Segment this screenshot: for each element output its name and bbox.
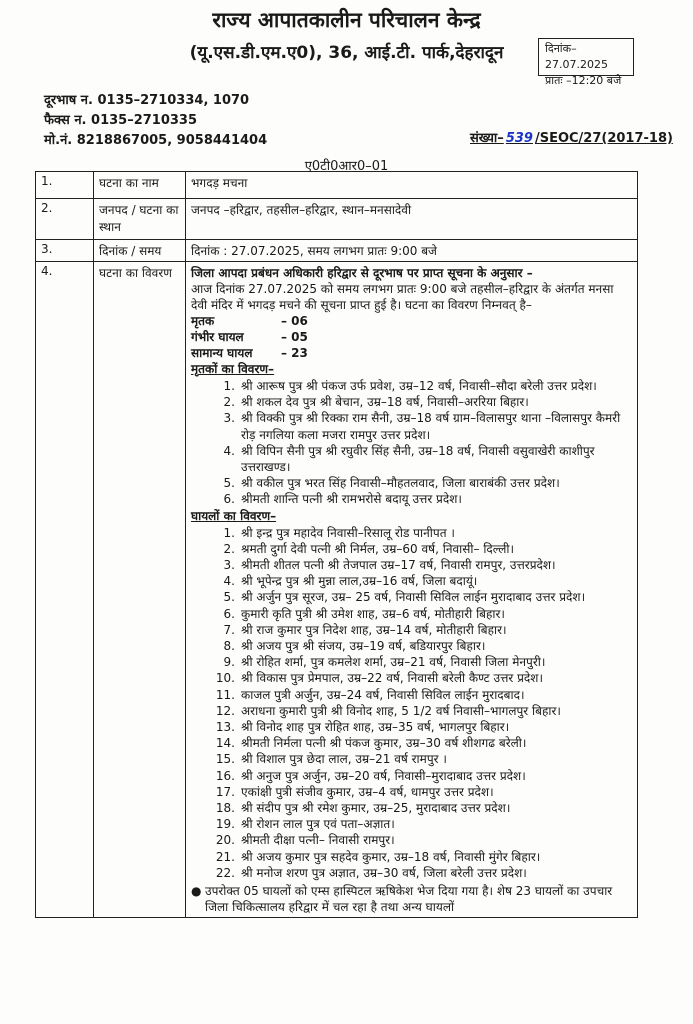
table-row [36,172,638,199]
casualty-value: – 05 [281,330,308,344]
dead-heading: मृतकों का विवरण– [191,362,275,376]
item-text: श्री संदीप पुत्र श्री रमेश कुमार, उम्र–25, मुरादाबाद उत्तर प्रदेश। [241,801,511,816]
list-item [191,491,632,507]
item-text: श्री शकल देव पुत्र श्री बेचान, उम्र–18 वर्ष, निवासी–अररिया बिहार। [241,395,529,410]
item-number: 6. [223,606,235,621]
item-number: 1. [223,525,235,540]
item-number: 3. [223,411,235,426]
list-item [191,703,632,719]
item-number: 2. [223,541,235,556]
casualty-value: – 06 [281,314,308,328]
list-item [191,638,632,654]
reference-number [470,128,673,146]
item-text: श्री अजय कुमार पुत्र सहदेव कुमार, उम्र–18 वर्ष, निवासी मुंगेर बिहार। [241,849,541,864]
handwritten-number: 539 [505,131,533,146]
list-item [191,378,632,394]
list-item [191,832,632,848]
list-item [191,800,632,816]
incident-details [186,262,638,918]
office-title: राज्य आपातकालीन परिचालन केन्द्र [212,8,481,32]
list-item [191,670,632,686]
casualty-row [191,345,632,361]
reference-label: संख्या– [470,131,504,146]
list-item [191,541,632,557]
item-number: 14. [215,736,235,751]
item-text: श्रीमती शान्ति पत्नी श्री रामभरोसे बदायू उत्तर प्रदेश। [241,492,462,507]
row-label: दिनांक / समय [94,240,186,262]
intro-heading: जिला आपदा प्रबंधन अधिकारी हरिद्वार से दूरभाष पर प्राप्त सूचना के अनुसार – [191,266,533,280]
item-text: श्री विपिन सैनी पुत्र श्री रघुवीर सिंह सैनी, उम्र–18 वर्ष, निवासी वसुवाखेरी काशीपुर उत्तराखण्ड। [241,443,595,475]
item-number: 19. [215,817,235,832]
list-item [191,816,632,832]
row-value: जनपद –हरिद्वार, तहसील–हरिद्वार, स्थान–मनसादेवी [186,199,638,240]
item-number: 3. [223,558,235,573]
item-text: श्री आरूष पुत्र श्री पंकज उर्फ प्रवेश, उम्र–12 वर्ष, निवासी–सौदा बरेली उत्तर प्रदेश। [241,379,597,393]
list-item [191,410,632,442]
casualty-label: गंभीर घायल [191,330,244,344]
fax-line: फैक्स न. 0135–2710335 [44,113,198,128]
table-row [36,262,638,918]
row-number: 3. [36,240,94,262]
list-item [191,443,632,475]
row-value: भगदड़ मचना [186,172,638,199]
list-item [191,475,632,491]
item-text: श्रीमती दीक्षा पत्नी– निवासी रामपुर। [241,833,395,848]
item-text: श्रीमती शीतल पत्नी श्री तेजपाल उम्र–17 वर्ष, निवासी रामपुर, उत्तरप्रदेश। [241,558,556,573]
item-number: 17. [215,784,235,799]
list-item [191,654,632,670]
list-item [191,849,632,865]
item-number: 5. [223,476,235,491]
note-paragraph [191,883,632,915]
item-text: श्री इन्द्र पुत्र महादेव निवासी–रिसालू रोड पानीपत । [241,525,455,540]
casualty-row [191,329,632,345]
row-number: 4. [36,262,94,918]
list-item [191,784,632,800]
casualty-value: – 23 [281,346,308,360]
injured-heading: घायलों का विवरण– [191,508,277,523]
mobile-line: मो.नं. 8218867005, 9058441404 [44,133,268,148]
item-number: 2. [223,395,235,410]
list-item [191,589,632,605]
item-text: काजल पुत्री अर्जुन, उम्र–24 वर्ष, निवासी सिविल लाईन मुरादबाद। [241,687,525,702]
dead-list [191,378,632,508]
list-item [191,606,632,622]
casualty-row [191,313,632,329]
item-number: 9. [223,655,235,670]
row-label: जनपद / घटना का स्थान [94,199,186,240]
item-number: 6. [223,492,235,507]
item-text: श्री अजय पुत्र श्री संजय, उम्र–19 वर्ष, बडियारपुर बिहार। [241,639,486,654]
item-text: श्री मनोज शरण पुत्र अज्ञात, उम्र–30 वर्ष, जिला बरेली उत्तर प्रदेश। [241,865,527,880]
item-number: 13. [215,720,235,735]
row-label: घटना का नाम [94,172,186,199]
time-line: प्रातः –12:20 बजे [545,74,622,87]
item-text: श्रमती दुर्गा देवी पत्नी श्री निर्मल, उम्र–60 वर्ष, निवासी– दिल्ली। [241,541,515,556]
item-text: एकांक्षी पुत्री संजीव कुमार, उम्र–4 वर्ष, धामपुर उत्तर प्रदेश। [241,784,494,799]
item-number: 22. [215,865,235,880]
table-row [36,240,638,262]
item-text: श्री विक्की पुत्र श्री रिक्का राम सैनी, उम्र–18 वर्ष ग्राम–विलासपुर थाना –विलासपुर कैमरी रोड़ नगलिया कला मजरा रामपुर उत्तर प्रदेश। [241,411,621,442]
row-number: 1. [36,172,94,199]
list-item [191,687,632,703]
note-text: उपरोक्त 05 घायलों को एम्स हास्पिटल ऋषिकेश भेज दिया गया है। शेष 23 घायलों का उपचार जिला चिकित्सालय हरिद्वार में चल रहा है तथा अन्य घायलों [205,884,613,915]
list-item [191,525,632,541]
row-value: दिनांक : 27.07.2025, समय लगभग प्रातः 9:00 बजे [186,240,638,262]
list-item [191,768,632,784]
list-item [191,394,632,410]
item-number: 10. [215,671,235,686]
item-number: 8. [223,639,235,654]
item-number: 5. [223,590,235,605]
item-number: 21. [215,849,235,864]
item-text: श्री अर्जुन पुत्र सूरज, उम्र– 25 वर्ष, निवासी सिविल लाईन मुरादाबाद उत्तर प्रदेश। [241,590,586,605]
item-text: कुमारी कृति पुत्री श्री उमेश शाह, उम्र–6 वर्ष, मोतीहारी बिहार। [241,606,505,621]
list-item [191,751,632,767]
item-text: श्री अनुज पुत्र अर्जुन, उम्र–20 वर्ष, निवासी–मुरादाबाद उत्तर प्रदेश। [241,768,526,783]
list-item [191,719,632,735]
list-item [191,557,632,573]
item-text: श्री रोहित शर्मा, पुत्र कमलेश शर्मा, उम्र–21 वर्ष, निवासी जिला मेनपुरी। [241,655,546,670]
list-item [191,735,632,751]
item-text: श्री वकील पुत्र भरत सिंह निवासी–मौहतलवाद, जिला बाराबंकी उत्तर प्रदेश। [241,476,560,491]
bullet-icon: ● [191,884,202,899]
casualty-label: सामान्य घायल [191,346,253,360]
item-number: 1. [223,379,235,393]
casualty-label: मृतक [191,314,215,328]
reference-code: /SEOC/27(2017-18) [534,131,673,146]
date-line: दिनांक– 27.07.2025 [545,42,608,71]
item-number: 18. [215,801,235,816]
phone-line: दूरभाष न. 0135–2710334, 1070 [44,93,250,108]
item-number: 11. [215,687,235,702]
item-number: 16. [215,768,235,783]
item-number: 4. [223,443,235,458]
row-number: 2. [36,199,94,240]
list-item [191,622,632,638]
list-item [191,865,632,881]
list-item [191,573,632,589]
item-text: श्री विशाल पुत्र छेदा लाल, उम्र–21 वर्ष रामपुर । [241,752,447,767]
item-text: श्रीमती निर्मला पत्नी श्री पंकज कुमार, उम्र–30 वर्ष शीशगढ बरेली। [241,736,527,751]
item-number: 4. [223,574,235,589]
item-number: 20. [215,833,235,848]
injured-list [191,525,632,881]
row-label: घटना का विवरण [94,262,186,918]
item-text: श्री राज कुमार पुत्र निदेश शाह, उम्र–14 वर्ष, मोतीहारी बिहार। [241,622,507,637]
table-row [36,199,638,240]
item-number: 7. [223,622,235,637]
item-number: 12. [215,703,235,718]
date-time-box [538,38,634,87]
item-text: श्री भूपेन्द्र पुत्र श्री मुन्ना लाल,उम्र–16 वर्ष, जिला बदायूं। [241,574,478,589]
incident-table [35,171,638,918]
item-text: श्री विनोद शाह पुत्र रोहित शाह, उम्र–35 वर्ष, भागलपुर बिहार। [241,720,510,735]
item-number: 15. [215,752,235,767]
atr-number: ए0टी0आर0–01 [304,159,389,174]
item-text: श्री विकास पुत्र प्रेमपाल, उम्र–22 वर्ष, निवासी बरेली कैण्ट उत्तर प्रदेश। [241,671,544,686]
item-text: श्री रोशन लाल पुत्र एवं पता–अज्ञात। [241,817,395,832]
office-address: (यू.एस.डी.एम.ए0), 36, आई.टी. पार्क,देहरादून [189,43,504,63]
item-text: अराधना कुमारी पुत्री श्री विनोद शाह, 5 1/2 वर्ष निवासी–भागलपुर बिहार। [241,703,561,718]
intro-text: आज दिनांक 27.07.2025 को समय लगभग प्रातः 9:00 बजे तहसील–हरिद्वार के अंतर्गत मनसा देवी मंदिर में भगदड़ मचने की सूचना प्राप्त हुई है। घटना का विवरण निम्नवत् है– [191,282,614,312]
